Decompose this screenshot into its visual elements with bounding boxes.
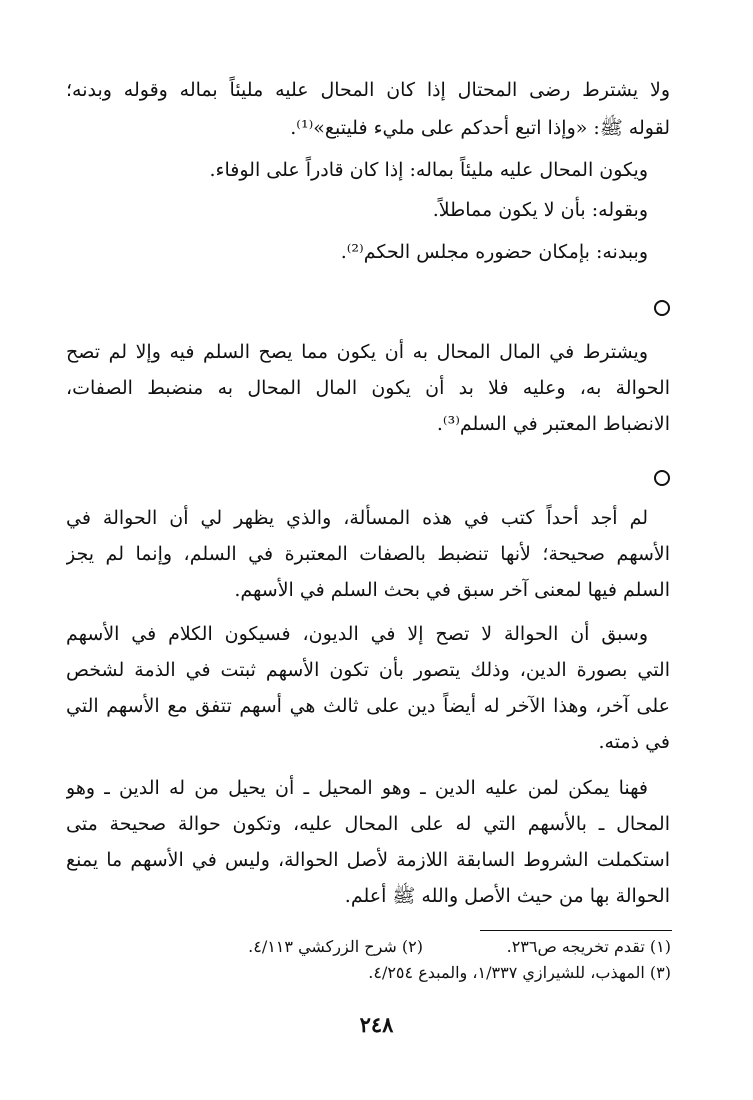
bullet-circle-icon xyxy=(654,470,670,486)
paragraph-8-line-3: استكملت الشروط السابقة اللازمة لأصل الحوالة، وليس في الأسهم ما يمنع xyxy=(66,849,670,871)
paragraph-6-line-3: السلم فيها لمعنى آخر سبق في بحث السلم في الأسهم. xyxy=(234,579,670,601)
paragraph-7-line-2: التي بصورة الدين، وذلك يتصور بأن تكون الأسهم ثبتت في الذمة لشخص xyxy=(66,659,670,681)
paragraph-8-line-2: المحال ـ بالأسهم التي له على المحال عليه، وتكون حوالة صحيحة متى xyxy=(66,813,670,835)
body-text xyxy=(66,72,670,922)
paragraph-7-line-1: وسبق أن الحوالة لا تصح إلا في الديون، فسيكون الكلام في الأسهم xyxy=(66,623,648,645)
paragraph-5-line-2: الحوالة به، وعليه فلا بد أن يكون المال المحال به منضبط الصفات، xyxy=(66,377,670,399)
footnote-1: (١) تقدم تخريجه ص٢٣٦. xyxy=(506,937,671,956)
paragraph-5-line-1: ويشترط في المال المحال به أن يكون مما يصح السلم فيه وإلا لم تصح xyxy=(66,341,648,363)
paragraph-1-line-1: ولا يشترط رضى المحتال إذا كان المحال عليه مليئاً بماله وقوله وبدنه؛ xyxy=(66,79,670,101)
paragraph-8-line-1: فهنا يمكن لمن عليه الدين ـ وهو المحيل ـ أن يحيل من له الدين ـ وهو xyxy=(66,777,648,799)
paragraph-6-line-1: لم أجد أحداً كتب في هذه المسألة، والذي يظهر لي أن الحوالة في xyxy=(66,507,648,529)
paragraph-6-line-2: الأسهم صحيحة؛ لأنها تنضبط بالصفات المعتبرة في السلم، وإنما لم يجز xyxy=(66,543,670,565)
page-number: ٢٤٨ xyxy=(359,1012,394,1037)
footnote-divider xyxy=(480,930,672,931)
section-heading-2 xyxy=(66,458,670,495)
paragraph-3: وبقوله: بأن لا يكون مماطلاً. xyxy=(432,199,648,221)
paragraph-8-line-4: الحوالة بها من حيث الأصل والله ﷺ أعلم. xyxy=(344,885,670,907)
paragraph-7-line-3: على آخر، وهذا الآخر له أيضاً دين على ثالث هي أسهم تتفق مع الأسهم التي xyxy=(66,695,670,717)
paragraph-2: ويكون المحال عليه مليئاً بماله: إذا كان قادراً على الوفاء. xyxy=(209,159,648,181)
paragraph-7-line-4: في ذمته. xyxy=(598,731,670,753)
paragraph-5-line-3: الانضباط المعتبر في السلم⁽³⁾. xyxy=(436,413,670,435)
footnote-3: (٣) المهذب، للشيرازي ١/٣٣٧، والمبدع ٤/٢٥٤. xyxy=(368,963,671,982)
footnote-2: (٢) شرح الزركشي ٤/١١٣. xyxy=(248,937,423,956)
paragraph-1-line-2: لقوله ﷺ: «وإذا اتبع أحدكم على مليء فليتبع»⁽¹⁾. xyxy=(290,117,670,139)
bullet-circle-icon xyxy=(654,300,670,316)
paragraph-4: وببدنه: بإمكان حضوره مجلس الحكم⁽²⁾. xyxy=(340,241,648,263)
section-heading-1 xyxy=(66,288,670,325)
